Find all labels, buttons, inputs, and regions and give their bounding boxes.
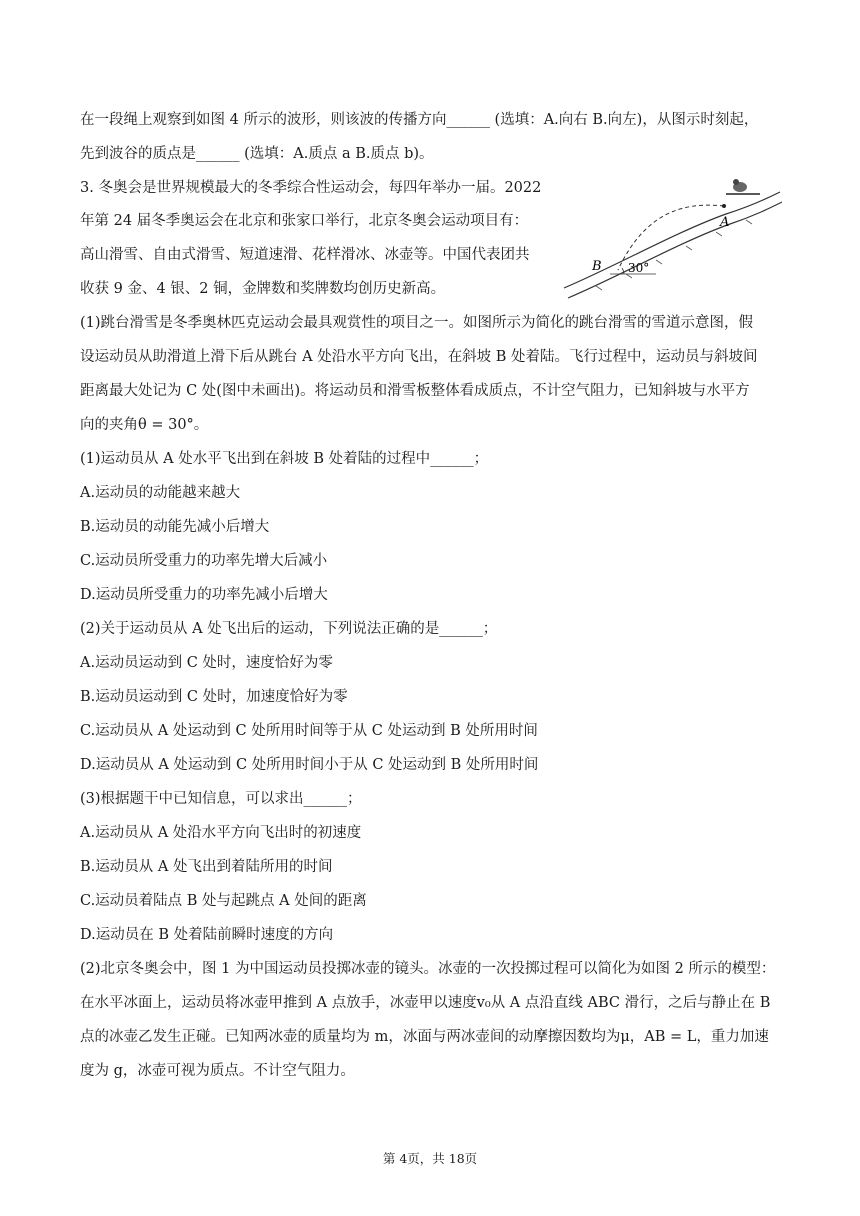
part1-stem-1: (1)跳台滑雪是冬季奥林匹克运动会最具观赏性的项目之一。如图所示为简化的跳台滑雪的雪道示意图，假 <box>80 315 754 331</box>
page-footer: 第 4页，共 18页 <box>382 1151 478 1166</box>
skier-icon <box>726 179 760 194</box>
label-a: A <box>720 215 730 230</box>
sub3-option-c: C.运动员着陆点 B 处与起跳点 A 处间的距离 <box>80 893 367 909</box>
ski-jump-diagram <box>556 170 782 306</box>
sub3-option-d: D.运动员在 B 处着陆前瞬时速度的方向 <box>80 927 334 943</box>
label-b: B <box>592 259 602 274</box>
sub2-question: (2)关于运动员从 A 处飞出后的运动，下列说法正确的是______； <box>80 621 498 637</box>
part2-stem-1: (2)北京冬奥会中，图 1 为中国运动员投掷冰壶的镜头。冰壶的一次投掷过程可以简化为如图 2 所示的模型： <box>80 961 776 977</box>
q3-intro-4: 收获 9 金、4 银、2 铜，金牌数和奖牌数均创历史新高。 <box>80 281 446 297</box>
sub3-option-a: A.运动员从 A 处沿水平方向飞出时的初速度 <box>80 825 362 841</box>
part2-stem-4: 度为 g，冰壶可视为质点。不计空气阻力。 <box>80 1063 355 1079</box>
sub1-option-b: B.运动员的动能先减小后增大 <box>80 519 270 535</box>
angle-label: 30° <box>628 261 650 275</box>
line-1: 在一段绳上观察到如图 4 所示的波形，则该波的传播方向______ (选填：A.向右 B.向左)，从图示时刻起， <box>80 112 759 128</box>
line-2: 先到波谷的质点是______ (选填：A.质点 a B.质点 b)。 <box>80 146 434 162</box>
hatching <box>596 220 752 290</box>
part1-stem-4: 向的夹角θ = 30°。 <box>80 417 209 433</box>
sub1-option-c: C.运动员所受重力的功率先增大后减小 <box>80 553 328 569</box>
sub2-option-c: C.运动员从 A 处运动到 C 处所用时间等于从 C 处运动到 B 处所用时间 <box>80 723 538 739</box>
sub3-question: (3)根据题干中已知信息，可以求出______； <box>80 791 362 807</box>
sub3-option-b: B.运动员从 A 处飞出到着陆所用的时间 <box>80 859 333 875</box>
q3-intro-1: 3. 冬奥会是世界规模最大的冬季综合性运动会，每四年举办一届。2022 <box>80 180 542 196</box>
q3-intro-2: 年第 24 届冬季奥运会在北京和张家口举行，北京冬奥会运动项目有： <box>80 213 529 229</box>
part1-stem-2: 设运动员从助滑道上滑下后从跳台 A 处沿水平方向飞出，在斜坡 B 处着陆。飞行过程中，运动员与斜坡间 <box>80 349 758 365</box>
slope-lower-edge <box>568 202 782 298</box>
point-a <box>722 204 726 208</box>
sub1-option-d: D.运动员所受重力的功率先减小后增大 <box>80 587 328 603</box>
sub1-question: (1)运动员从 A 处水平飞出到在斜坡 B 处着陆的过程中______； <box>80 451 489 467</box>
sub2-option-b: B.运动员运动到 C 处时，加速度恰好为零 <box>80 689 348 705</box>
sub2-option-a: A.运动员运动到 C 处时，速度恰好为零 <box>80 655 333 671</box>
q3-intro-3: 高山滑雪、自由式滑雪、短道速滑、花样滑冰、冰壶等。中国代表团共 <box>80 247 530 263</box>
part2-stem-2: 在水平冰面上，运动员将冰壶甲推到 A 点放手，冰壶甲以速度v₀从 A 点沿直线 ABC 滑行，之后与静止在 B <box>80 995 771 1011</box>
part1-stem-3: 距离最大处记为 C 处(图中未画出)。将运动员和滑雪板整体看成质点，不计空气阻力，已知斜坡与水平方 <box>80 383 750 399</box>
part2-stem-3: 点的冰壶乙发生正碰。已知两冰壶的质量均为 m，冰面与两冰壶间的动摩擦因数均为μ，AB = L，重力加速 <box>80 1029 769 1045</box>
sub2-option-d: D.运动员从 A 处运动到 C 处所用时间小于从 C 处运动到 B 处所用时间 <box>80 757 539 773</box>
sub1-option-a: A.运动员的动能越来越大 <box>80 485 241 501</box>
